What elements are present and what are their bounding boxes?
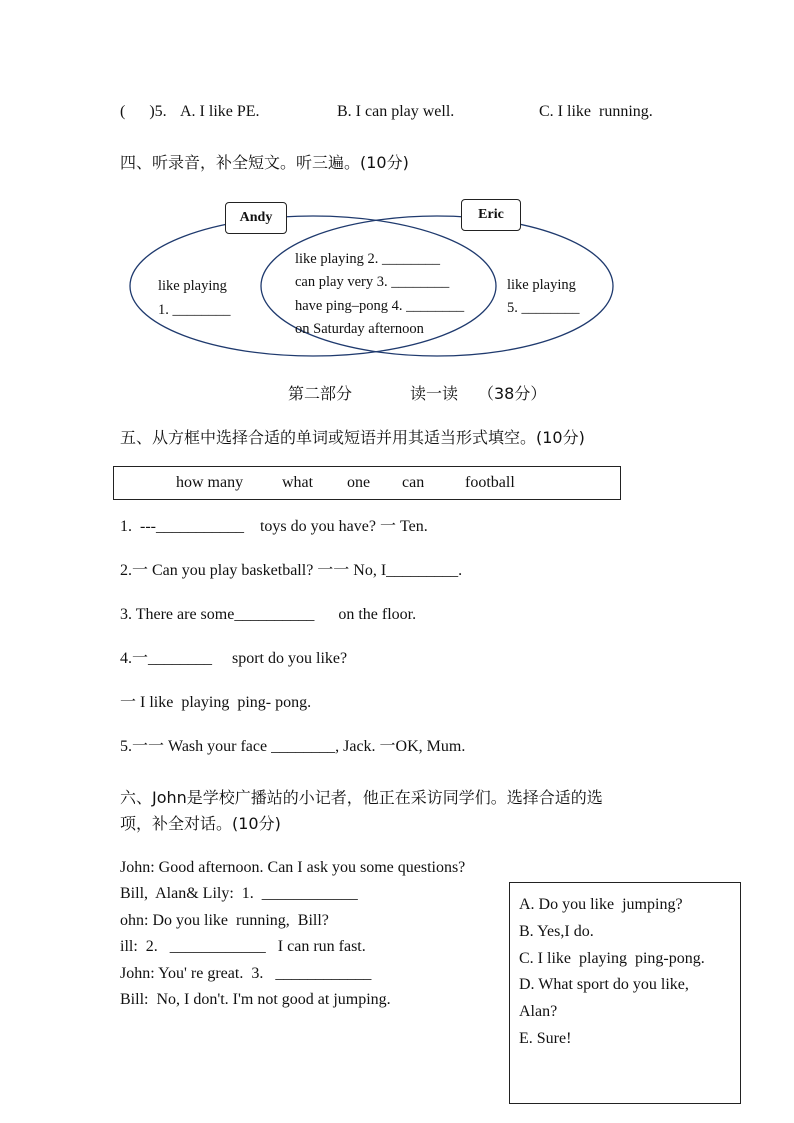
option-d: D. What sport do you like, [519,976,689,993]
section5-q4-answer: 一 I like playing ping- pong. [120,694,312,711]
section6-title-line1: 六、John是学校广播站的小记者，他正在采访同学们。选择合适的选 [120,788,603,807]
dialogue-line-2: Bill, Alan& Lily: 1. ____________ [120,885,358,902]
word-bank-one: one [347,474,371,491]
venn-left-line1: like playing [158,278,227,294]
word-bank-football: football [465,474,515,491]
venn-right-line2: 5. ________ [507,300,580,316]
venn-middle-line4: on Saturday afternoon [295,321,424,337]
section5-q2: 2.一 Can you play basketball? 一一 No, I_________. [120,562,463,579]
q5-option-b: B. I can play well. [337,103,455,120]
part2-read: 读一读 [410,384,459,403]
q5-option-a: A. I like PE. [180,103,260,120]
venn-left-line2: 1. ________ [158,302,231,318]
option-e: E. Sure! [519,1030,572,1047]
option-c: C. I like playing ping-pong. [519,950,705,967]
part2-score: （38分） [478,384,547,403]
venn-middle-line3: have ping–pong 4. ________ [295,298,465,314]
venn-middle-line1: like playing 2. ________ [295,251,440,267]
section5-q3: 3. There are some__________ on the floor. [120,606,417,623]
section4-title: 四、听录音，补全短文。听三遍。(10分) [120,153,409,172]
venn-tag-eric: Eric [461,199,521,231]
dialogue-line-3: ohn: Do you like running, Bill? [120,912,329,929]
word-bank-what: what [282,474,314,491]
section5-q5: 5.一一 Wash your face ________, Jack. 一OK, Mum. [120,738,466,755]
dialogue-line-6: Bill: No, I don't. I'm not good at jumping. [120,991,391,1008]
option-d-cont: Alan? [519,1003,558,1020]
dialogue-line-1: John: Good afternoon. Can I ask you some questions? [120,859,466,876]
dialogue-line-4: ill: 2. ____________ I can run fast. [120,938,366,955]
dialogue-line-5: John: You' re great. 3. ____________ [120,965,372,982]
venn-right-line1: like playing [507,277,576,293]
section5-q1: 1. ---___________ toys do you have? 一 Ten. [120,518,428,535]
q5-paren: ( )5. [120,103,167,120]
option-a: A. Do you like jumping? [519,896,683,913]
section5-title: 五、从方框中选择合适的单词或短语并用其适当形式填空。(10分) [120,428,585,447]
section5-q4: 4.一________ sport do you like? [120,650,348,667]
section6-title-line2: 项，补全对话。(10分) [120,814,281,833]
venn-middle-line2: can play very 3. ________ [295,274,450,290]
option-b: B. Yes,I do. [519,923,594,940]
word-bank-can: can [402,474,425,491]
word-bank-how-many: how many [176,474,244,491]
venn-tag-andy: Andy [225,202,287,234]
part2-title: 第二部分 [288,384,353,403]
q5-option-c: C. I like running. [539,103,653,120]
